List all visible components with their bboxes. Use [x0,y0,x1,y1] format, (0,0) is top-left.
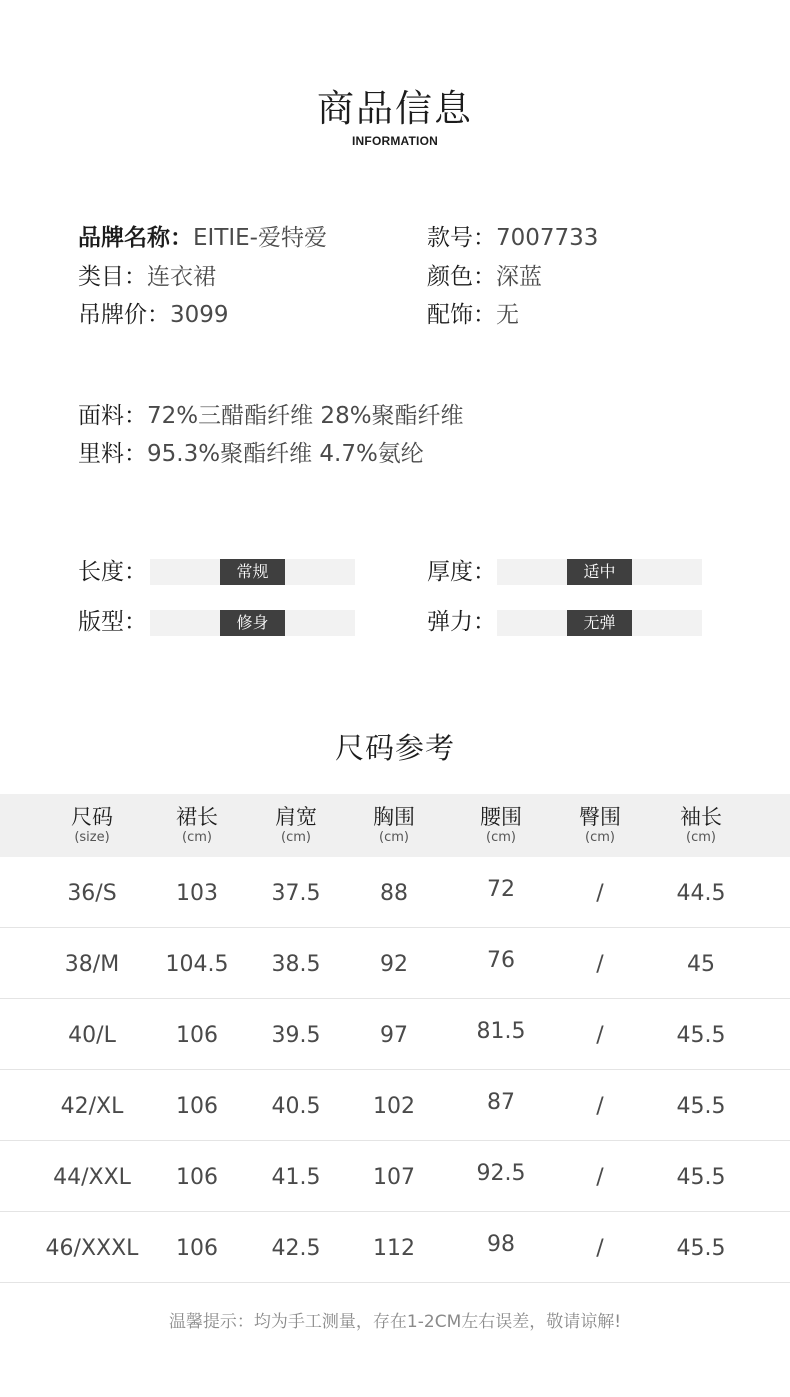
accessory-label: 配饰： [427,302,496,328]
table-cell: 92 [380,952,408,977]
table-cell: / [596,1094,604,1119]
column-header-unit: (cm) [379,830,409,845]
table-cell: 106 [176,1094,218,1119]
size-table-body [0,857,790,1283]
fit-tag: 修身 [220,610,285,636]
color-row [427,262,542,292]
column-header-unit: (cm) [486,830,516,845]
outer-fabric-value: 72%三醋酯纤维 28%聚酯纤维 [147,403,464,429]
column-header [451,804,551,846]
table-cell: 81.5 [476,1019,526,1044]
color-label: 颜色： [427,264,496,290]
table-cell: / [596,1236,604,1261]
thickness-tag: 适中 [567,559,632,585]
style-row [427,223,598,253]
stretch-bar [497,610,702,636]
column-header-unit: (cm) [686,830,716,845]
size-table [0,794,790,1283]
page-subtitle: INFORMATION [352,134,438,148]
length-tag: 常规 [220,559,285,585]
column-header-name: 袖长 [680,805,722,829]
column-header-unit: (cm) [585,830,615,845]
category-label: 类目： [78,264,147,290]
table-cell: 45.5 [676,1023,726,1048]
column-header-name: 腰围 [480,805,522,829]
outer-fabric-row [78,401,464,431]
column-header-name: 肩宽 [275,805,317,829]
price-value: 3099 [170,302,229,328]
outer-fabric-label: 面料： [78,403,147,429]
table-row [0,1070,790,1141]
table-cell: 92.5 [476,1161,526,1186]
column-header [42,804,142,846]
column-header-unit: (cm) [281,830,311,845]
table-cell: 39.5 [271,1023,321,1048]
price-label: 吊牌价： [78,302,170,328]
table-cell: 44/XXL [53,1165,131,1190]
table-cell: 45 [687,952,715,977]
table-row [0,999,790,1070]
table-cell: 106 [176,1023,218,1048]
table-cell: 102 [373,1094,415,1119]
accessory-value: 无 [496,302,519,328]
column-header-unit: (size) [74,830,110,845]
column-header [344,804,444,846]
table-cell: 88 [380,881,408,906]
table-cell: / [596,952,604,977]
brand-row [78,223,327,253]
lining-fabric-row [78,439,424,469]
column-header-name: 胸围 [373,805,415,829]
column-header [550,804,650,846]
table-cell: 46/XXXL [45,1236,139,1261]
table-cell: 107 [373,1165,415,1190]
table-cell: 104.5 [165,952,229,977]
column-header-name: 尺码 [71,805,113,829]
table-cell: 38.5 [271,952,321,977]
table-cell: 45.5 [676,1165,726,1190]
table-cell: 40.5 [271,1094,321,1119]
table-cell: 106 [176,1236,218,1261]
price-row [78,300,229,330]
table-cell: 44.5 [676,881,726,906]
table-cell: 37.5 [271,881,321,906]
accessory-row [427,300,519,330]
table-cell: 45.5 [676,1236,726,1261]
table-cell: 112 [373,1236,415,1261]
table-cell: 41.5 [271,1165,321,1190]
section-header [0,86,790,148]
stretch-tag: 无弹 [567,610,632,636]
table-row [0,1212,790,1283]
table-row [0,1141,790,1212]
fit-bar [150,610,355,636]
style-value: 7007733 [496,225,599,251]
column-header-name: 裙长 [176,805,218,829]
table-cell: 45.5 [676,1094,726,1119]
color-value: 深蓝 [496,264,542,290]
length-bar [150,559,355,585]
table-cell: 42/XL [60,1094,124,1119]
style-label: 款号： [427,225,496,251]
table-cell: 87 [487,1090,515,1115]
table-cell: 72 [487,877,515,902]
table-cell: / [596,881,604,906]
table-cell: 38/M [64,952,120,977]
length-label: 长度： [78,559,147,585]
category-value: 连衣裙 [147,264,216,290]
table-cell: 36/S [67,881,117,906]
stretch-label: 弹力： [427,609,496,635]
size-table-header [0,794,790,857]
table-cell: / [596,1165,604,1190]
brand-value: EITIE-爱特爱 [193,225,327,251]
table-cell: 106 [176,1165,218,1190]
column-header [246,804,346,846]
table-row [0,857,790,928]
size-chart-title: 尺码参考 [334,731,455,765]
column-header [147,804,247,846]
fit-label: 版型： [78,609,147,635]
table-cell: 76 [487,948,515,973]
table-cell: 98 [487,1232,515,1257]
brand-label: 品牌名称： [78,225,193,251]
thickness-label: 厚度： [427,559,496,585]
table-cell: 40/L [68,1023,116,1048]
category-row [78,262,216,292]
column-header-name: 臀围 [579,805,621,829]
table-cell: 97 [380,1023,408,1048]
table-cell: 103 [176,881,218,906]
table-cell: / [596,1023,604,1048]
table-cell: 42.5 [271,1236,321,1261]
table-row [0,928,790,999]
lining-fabric-label: 里料： [78,441,147,467]
thickness-bar [497,559,702,585]
column-header [651,804,751,846]
measurement-note: 温馨提示：均为手工测量，存在1-2CM左右误差，敬请谅解! [168,1312,622,1332]
page-title: 商品信息 [317,87,473,130]
lining-fabric-value: 95.3%聚酯纤维 4.7%氨纶 [147,441,424,467]
column-header-unit: (cm) [182,830,212,845]
